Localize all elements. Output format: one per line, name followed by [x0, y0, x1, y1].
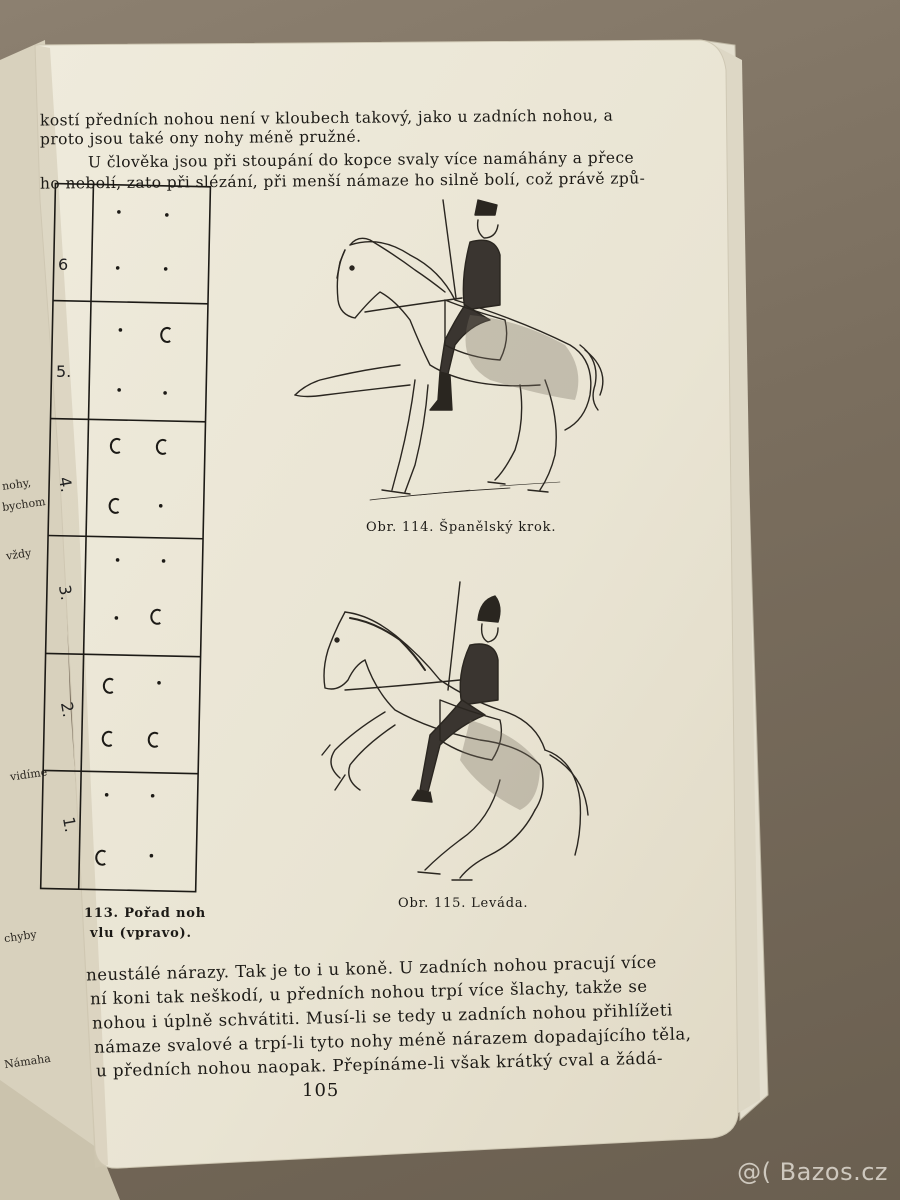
figure-113-caption-line2: vlu (vpravo).	[90, 926, 192, 941]
row-number: 6	[58, 255, 69, 274]
row-number: 1.	[58, 815, 81, 834]
row-number: 2.	[56, 700, 79, 719]
body-text-line: ní koni tak neškodí, u předních nohou trpí více šlachy, takže se	[89, 976, 648, 1009]
body-text-line: neustálé nárazy. Tak je to i u koně. U zadních nohou pracují více	[85, 952, 657, 985]
body-text-line: U člověka jsou při stoupání do kopce svaly více namáhány a přece	[87, 148, 635, 172]
body-text-line: proto jsou také ony nohy méně pružné.	[39, 127, 362, 149]
left-page-fragment: chyby	[3, 927, 38, 946]
body-text-line: námaze svalové a trpí-li tyto nohy méně nárazem dopadajícího těla,	[93, 1024, 692, 1057]
row-number: 4.	[54, 475, 77, 494]
row-number: 5.	[56, 362, 72, 381]
left-page-fragment: Námaha	[3, 1051, 52, 1072]
row-number: 3.	[54, 583, 77, 602]
left-page-fragment: vždy	[5, 546, 33, 563]
left-page-fragment: bychom	[1, 495, 47, 514]
body-text-line: u předních nohou naopak. Přepínáme-li však krátký cval a žádá-	[95, 1048, 664, 1081]
figure-114-caption: Obr. 114. Španělský krok.	[366, 520, 557, 535]
body-text-line: nohou i úplně schvátiti. Musí-li se tedy u zadních nohou přihlížeti	[91, 1000, 673, 1033]
figure-113-caption: 113. Pořad noh	[84, 906, 206, 921]
body-text-line: kostí předních nohou není v kloubech takový, jako u zadních nohou, a	[39, 106, 614, 130]
figure-115-caption: Obr. 115. Leváda.	[398, 896, 529, 911]
body-text-line: ho nebolí, zato při slézání, při menší námaze ho silně bolí, což právě způ-	[39, 169, 646, 193]
watermark: @( Bazos.cz	[737, 1158, 888, 1186]
left-page-fragment: nohy,	[1, 476, 32, 493]
left-page-fragment: vidíme	[9, 765, 48, 784]
page-number: 105	[302, 1080, 340, 1101]
